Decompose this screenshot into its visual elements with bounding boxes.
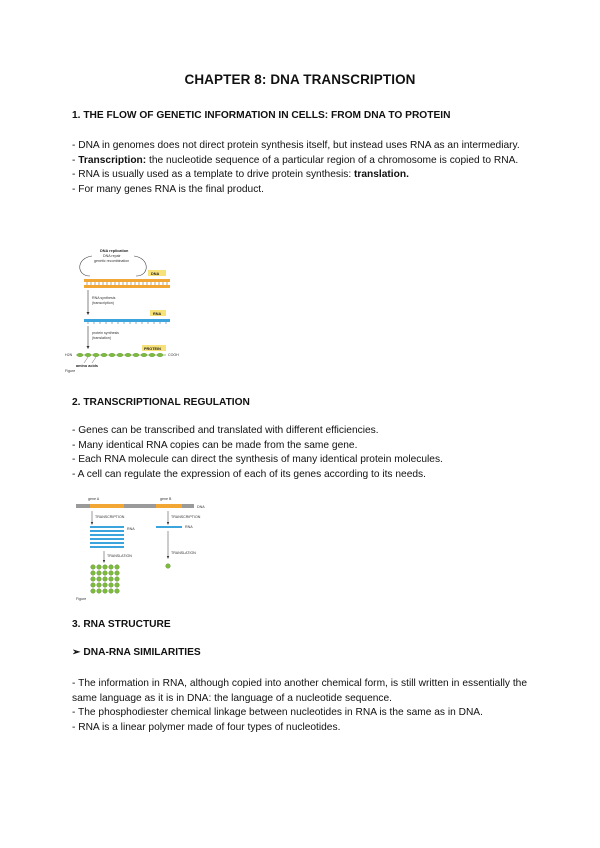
regulation-figure <box>74 494 224 604</box>
gene-a-rna-copies <box>90 526 124 548</box>
rna-synthesis-label: RNA synthesis <box>92 296 116 300</box>
section1-text <box>72 139 527 197</box>
rna-strand <box>84 319 170 322</box>
section2-bullet: - Genes can be transcribed and translated with different efficiencies. <box>72 425 379 436</box>
gene-b-protein <box>166 564 171 569</box>
section3-bullet: - RNA is a linear polymer made of four types of nucleotides. <box>72 721 341 733</box>
section3-subheading: ➢ DNA-RNA SIMILARITIES <box>72 647 201 658</box>
central-dogma-figure <box>62 244 192 374</box>
protein-chain <box>76 353 166 357</box>
figure2-caption: Figure <box>76 597 87 601</box>
dna-tag: DNA <box>151 272 160 276</box>
section1-bullet: - For many genes RNA is the final product. <box>72 183 264 195</box>
section3-bullet: - The information in RNA, although copied into another chemical form, is still written in essentially the same language as it is in DNA: the language of a nucleotide sequence. <box>72 678 527 704</box>
h2n-label: H2N <box>65 353 73 357</box>
dna-double-helix <box>84 279 170 288</box>
section2-heading: 2. TRANSCRIPTIONAL REGULATION <box>72 397 250 408</box>
translation-a-label: TRANSLATION <box>107 554 132 558</box>
protein-tag: PROTEIN <box>144 347 161 351</box>
replication-label: DNA replication <box>100 249 129 253</box>
rna-b-label: RNA <box>185 525 193 529</box>
cooh-label: COOH <box>168 353 179 357</box>
replication-arrow-right <box>134 256 146 276</box>
rna-a-label: RNA <box>127 527 135 531</box>
section3-text <box>72 677 527 735</box>
section2-bullet: - A cell can regulate the expression of each of its genes according to its needs. <box>72 468 426 480</box>
gene-a-proteins <box>91 565 120 594</box>
protein-synthesis-label: protein synthesis <box>92 331 119 335</box>
protein-synthesis-sub: (translation) <box>92 336 111 340</box>
gene-a-region <box>90 504 124 508</box>
page-title: CHAPTER 8: DNA TRANSCRIPTION <box>184 72 416 87</box>
transcription-b-label: TRANSCRIPTION <box>171 515 201 519</box>
transcription-a-label: TRANSCRIPTION <box>95 515 125 519</box>
rna-synthesis-sub: (transcription) <box>92 301 114 305</box>
section1-heading: 1. THE FLOW OF GENETIC INFORMATION IN CELLS: FROM DNA TO PROTEIN <box>72 110 451 121</box>
section3-bullet: - The phosphodiester chemical linkage between nucleotides in RNA is the same as in DNA. <box>72 707 483 719</box>
gene-b-rna <box>156 526 182 528</box>
figure1-caption: Figure <box>65 369 76 373</box>
replication-sub2: genetic recombination <box>94 259 130 263</box>
section1-bullet: - RNA is usually used as a template to drive protein synthesis: translation. <box>72 169 409 181</box>
replication-arrow-left <box>80 256 92 276</box>
section1-bullet: - DNA in genomes does not direct protein synthesis itself, but instead uses RNA as an intermediary. <box>72 140 520 151</box>
dna-label: DNA <box>197 505 205 509</box>
gene-b-label: gene B <box>160 497 172 501</box>
gene-b-region <box>156 504 182 508</box>
rna-tag: RNA <box>153 312 162 316</box>
amino-acids-label: amino acids <box>76 364 98 368</box>
section2-text <box>72 424 527 482</box>
gene-a-label: gene A <box>88 497 100 501</box>
section2-bullet: - Each RNA molecule can direct the synthesis of many identical protein molecules. <box>72 454 443 466</box>
section1-bullet: - Transcription: the nucleotide sequence of a particular region of a chromosome is copied to RNA. <box>72 154 519 166</box>
section2-bullet: - Many identical RNA copies can be made from the same gene. <box>72 439 358 451</box>
translation-b-label: TRANSLATION <box>171 551 196 555</box>
section3-heading: 3. RNA STRUCTURE <box>72 619 171 630</box>
replication-sub1: DNA repair <box>103 254 121 258</box>
